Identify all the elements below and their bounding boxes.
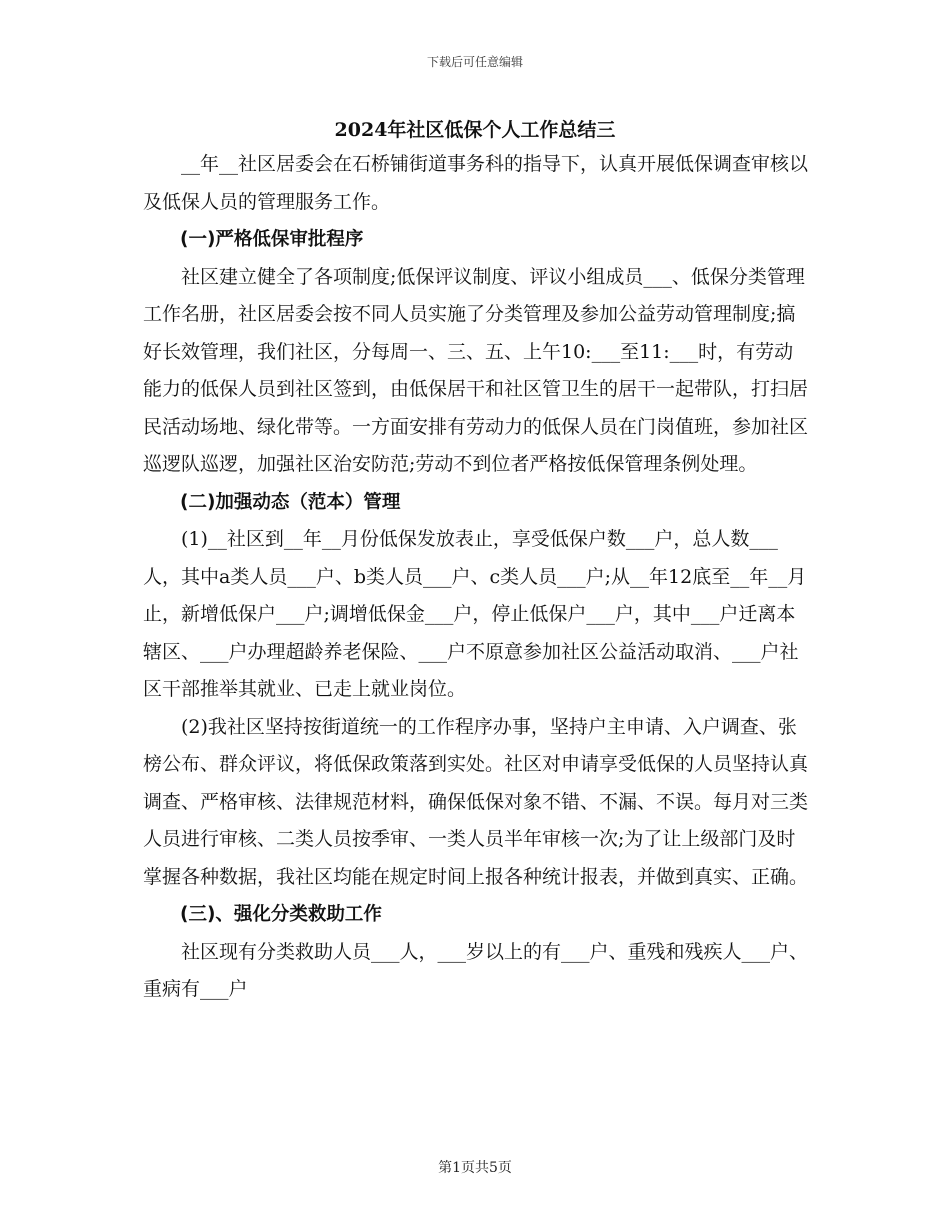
page-header: 下载后可任意编辑 (426, 55, 523, 69)
intro-paragraph: __年__社区居委会在石桥铺街道事务科的指导下，认真开展低保调查审核以及低保人员的管理服务工作。 (143, 153, 809, 213)
document-title: 2024年社区低保个人工作总结三 (334, 119, 616, 141)
document-body (143, 146, 808, 1009)
section-3-paragraph: 社区现有分类救助人员___人，___岁以上的有___户、重残和残疾人___户、重病有___户 (143, 940, 809, 1000)
section-1-paragraph: 社区建立健全了各项制度;低保评议制度、评议小组成员___、低保分类管理工作名册，社区居委会按不同人员实施了分类管理及参加公益劳动管理制度;搞好长效管理，我们社区，分每周一、三、五、上午10:___至11:___时，有劳动能力的低保人员到社区签到，由低保居干和社区管卫生的居干一起带队，打扫居民活动场地、绿化带等。一方面安排有劳动力的低保人员在门岗值班，参加社区巡逻队巡逻，加强社区治安防范;劳动不到位者严格按低保管理条例处理。 (143, 265, 809, 475)
section-heading-3: (三)、强化分类救助工作 (180, 904, 382, 925)
section-heading-1: (一)严格低保审批程序 (180, 229, 364, 250)
section-2-paragraph-2: (2)我社区坚持按街道统一的工作程序办事，坚持户主申请、入户调查、张榜公布、群众评议，将低保政策落到实处。社区对申请享受低保的人员坚持认真调查、严格审核、法律规范材料，确保低保对象不错、不漏、不误。每月对三类人员进行审核、二类人员按季审、一类人员半年审核一次;为了让上级部门及时掌握各种数据，我社区均能在规定时间上报各种统计报表，并做到真实、正确。 (143, 715, 809, 888)
section-heading-2: (二)加强动态（范本）管理 (180, 491, 401, 513)
section-2-paragraph-1: (1)__社区到__年__月份低保发放表止，享受低保户数___户，总人数___人，其中a类人员___户、b类人员___户、c类人员___户;从__年12底至__年__月止，新增低保户___户;调增低保金___户，停止低保户___户，其中___户迁离本辖区、___户办理超龄养老保险、___户不原意参加社区公益活动取消、___户社区干部推举其就业、已走上就业岗位。 (143, 528, 807, 700)
page-footer: 第1页共5页 (438, 1160, 512, 1176)
